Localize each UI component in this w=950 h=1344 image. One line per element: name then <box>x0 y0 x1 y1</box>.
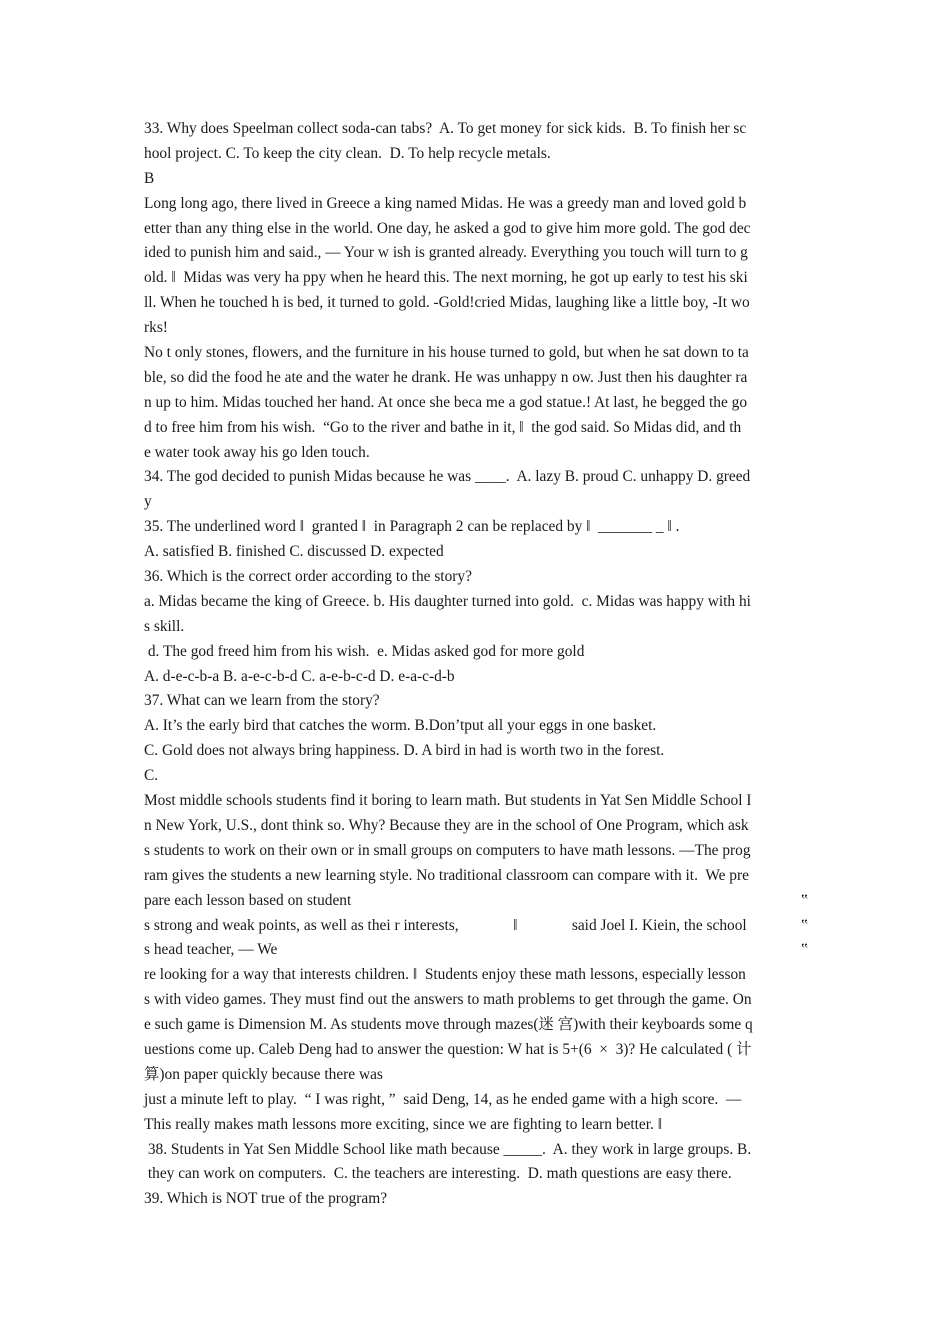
answer-options: A. satisfied B. finished C. discussed D. expected <box>144 543 444 561</box>
question-34: 34. The god decided to punish Midas because he was ____. A. lazy B. proud C. unhappy D. greed <box>144 468 751 486</box>
text-line: ram gives the students a new learning style. No traditional classroom can compare with it. We pre <box>144 866 749 884</box>
text-line: n New York, U.S., dont think so. Why? Because they are in the school of One Program, which ask <box>144 816 749 834</box>
text-line <box>144 914 808 939</box>
text-segment: ‟ <box>801 941 808 959</box>
text-line: 算)on paper quickly because there was <box>144 1065 383 1083</box>
text-line: etter than any thing else in the world. One day, he asked a god to give him more gold. The god dec <box>144 219 751 237</box>
question-38: 38. Students in Yat Sen Middle School like math because _____. A. they work in large groups. B. <box>144 1140 752 1158</box>
text-segment: ‖ <box>513 916 518 934</box>
text-line: just a minute left to play. “ I was right, ” said Deng, 14, as he ended game with a high score. ― <box>144 1090 742 1108</box>
text-line: Most middle schools students find it boring to learn math. But students in Yat Sen Middle School I <box>144 792 752 810</box>
text-segment: s head teacher, ― We <box>144 941 278 959</box>
text-line: s skill. <box>144 617 185 635</box>
question-35: 35. The underlined word ‖ granted ‖ in Paragraph 2 can be replaced by ‖ _______ _ ‖ . <box>144 518 680 536</box>
answer-options: A. d-e-c-b-a B. a-e-c-b-d C. a-e-b-c-d D. e-a-c-d-b <box>144 667 455 685</box>
text-line: y <box>144 493 152 511</box>
text-segment: ‟ <box>801 916 808 934</box>
text-segment: ‟ <box>801 891 808 909</box>
text-line: uestions come up. Caleb Deng had to answer the question: W hat is 5+(6 × 3)? He calculated ( 计 <box>144 1040 752 1058</box>
text-segment: s strong and weak points, as well as thei r interests, <box>144 916 459 934</box>
text-line: ble, so did the food he ate and the water he drank. He was unhappy n ow. Just then his daughter ra <box>144 368 748 386</box>
text-line: n up to him. Midas touched her hand. At once she beca me a god statue.! At last, he begged the go <box>144 393 748 411</box>
question-39: 39. Which is NOT true of the program? <box>144 1190 388 1208</box>
question-37: 37. What can we learn from the story? <box>144 692 380 710</box>
document-page <box>144 117 808 1212</box>
text-line: e such game is Dimension M. As students move through mazes(迷 宫)with their keyboards some q <box>144 1016 753 1034</box>
text-line: 33. Why does Speelman collect soda-can tabs? A. To get money for sick kids. B. To finish her sc <box>144 120 747 137</box>
text-line: re looking for a way that interests children. ‖ Students enjoy these math lessons, especially lesson <box>144 966 746 984</box>
text-line: Long long ago, there lived in Greece a king named Midas. He was a greedy man and loved gold b <box>144 194 747 212</box>
text-segment: said Joel I. Kiein, the school <box>571 916 747 934</box>
text-line: d to free him from his wish. “Go to the river and bathe in it, ‖ the god said. So Midas did, and th <box>144 418 742 436</box>
answer-options: A. It’s the early bird that catches the worm. B.Don’tput all your eggs in one basket. <box>144 717 657 735</box>
text-line: hool project. C. To keep the city clean. D. To help recycle metals. <box>144 144 551 162</box>
text-line <box>144 938 808 963</box>
text-line: ll. When he touched h is bed, it turned to gold. -Gold!cried Midas, laughing like a little boy, -It wo <box>144 294 750 312</box>
text-line: old. ‖ Midas was very ha ppy when he heard this. The next morning, he got up early to test his ski <box>144 269 748 287</box>
text-line: rks! <box>144 319 168 337</box>
section-heading: C. <box>144 767 159 785</box>
text-line: d. The god freed him from his wish. e. Midas asked god for more gold <box>144 642 585 660</box>
text-line: s with video games. They must find out the answers to math problems to get through the game. On <box>144 991 752 1009</box>
text-line: No t only stones, flowers, and the furniture in his house turned to gold, but when he sat down to ta <box>144 344 749 362</box>
text-line: e water took away his go lden touch. <box>144 443 370 461</box>
answer-options: C. Gold does not always bring happiness. D. A bird in had is worth two in the forest. <box>144 742 665 760</box>
text-line: s students to work on their own or in small groups on computers to have math lessons. ―The prog <box>144 841 751 859</box>
section-heading: B <box>144 169 155 187</box>
text-line: ided to punish him and said., ― Your w ish is granted already. Everything you touch will turn to g <box>144 244 748 262</box>
text-segment: pare each lesson based on student <box>144 891 352 909</box>
answer-options: they can work on computers. C. the teachers are interesting. D. math questions are easy there. <box>144 1165 732 1183</box>
text-line: This really makes math lessons more exciting, since we are fighting to learn better. ‖ <box>144 1115 663 1133</box>
question-36: 36. Which is the correct order according to the story? <box>144 568 472 586</box>
text-line <box>144 889 808 914</box>
text-line: a. Midas became the king of Greece. b. His daughter turned into gold. c. Midas was happy with hi <box>144 592 751 610</box>
